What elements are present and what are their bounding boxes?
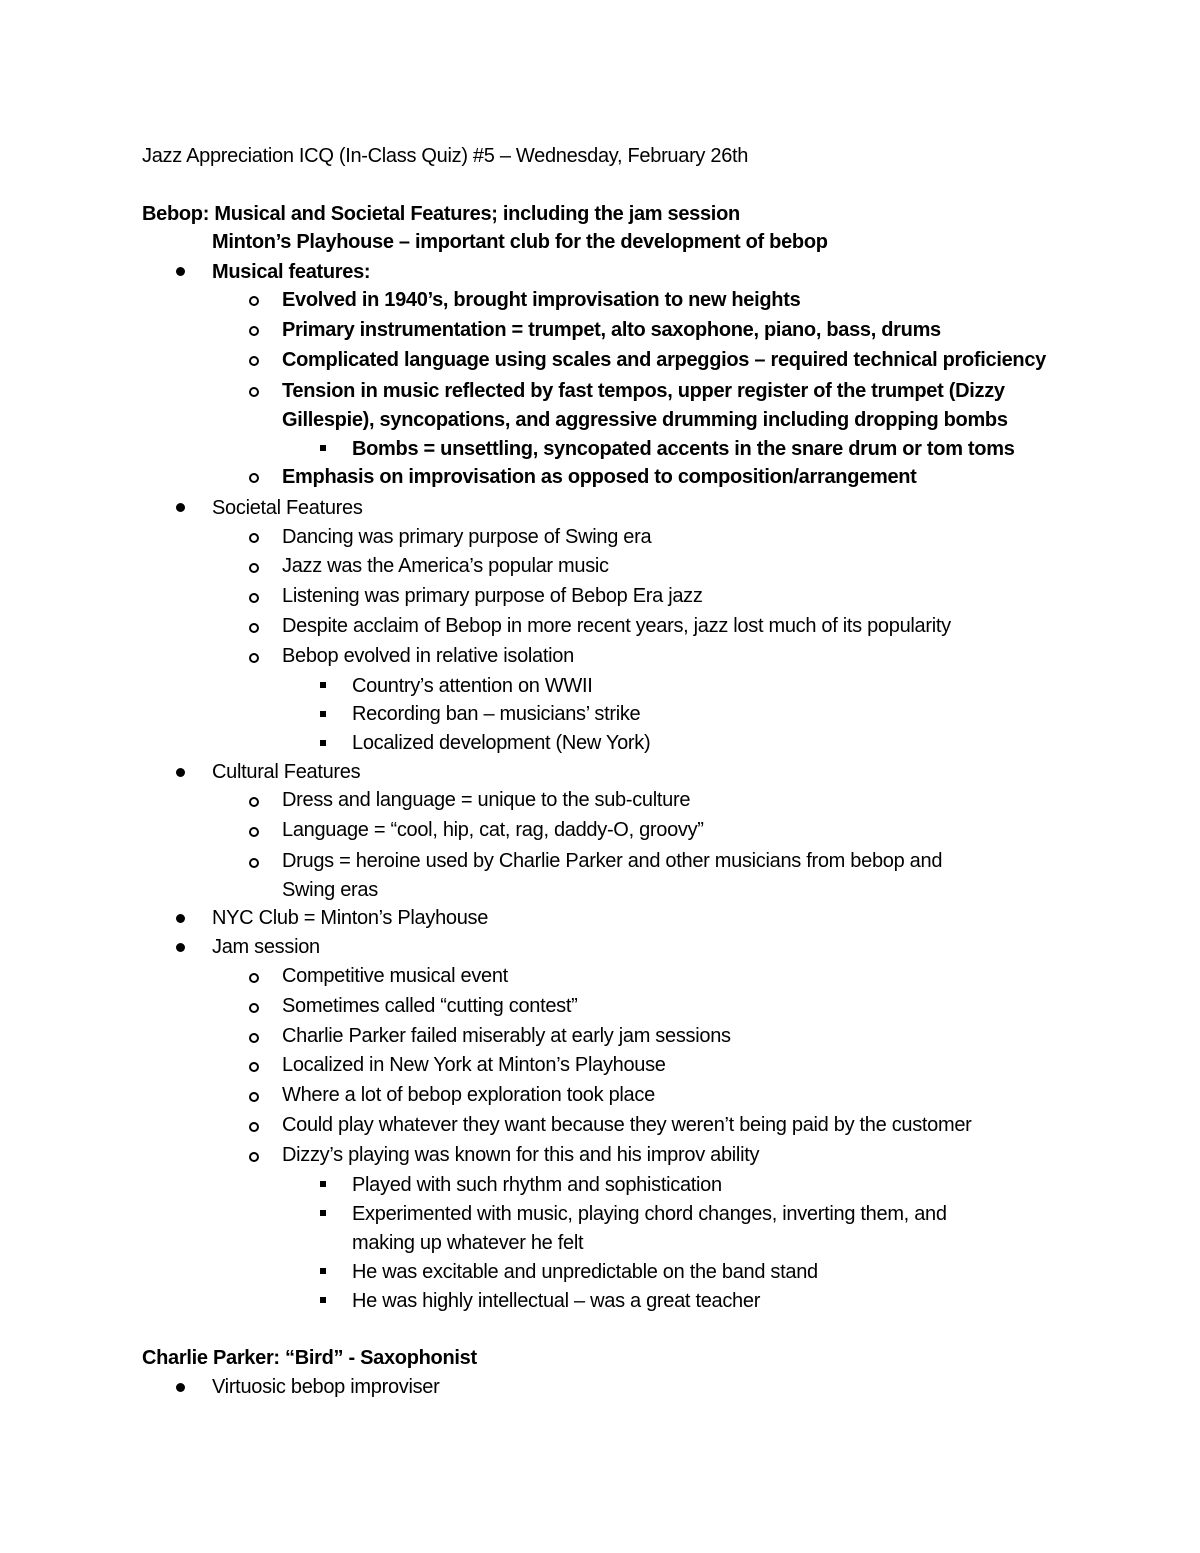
- list-item-continuation: Gillespie), syncopations, and aggressive drumming including dropping bombs: [282, 409, 1008, 431]
- section-heading-parker: Charlie Parker: “Bird” - Saxophonist: [142, 1347, 477, 1369]
- bullet-circle-icon: [249, 533, 259, 543]
- list-item: Localized in New York at Minton’s Playhouse: [282, 1054, 666, 1076]
- bullet-circle-icon: [249, 473, 259, 483]
- list-item: Drugs = heroine used by Charlie Parker and other musicians from bebop and: [282, 850, 943, 872]
- bullet-disc-icon: [176, 914, 185, 923]
- bullet-circle-icon: [249, 1062, 259, 1072]
- list-item: Tension in music reflected by fast tempos, upper register of the trumpet (Dizzy: [282, 380, 1005, 402]
- list-item: Complicated language using scales and arpeggios – required technical proficiency: [282, 349, 1046, 371]
- list-item: Country’s attention on WWII: [352, 675, 593, 697]
- bullet-circle-icon: [249, 563, 259, 573]
- list-item: He was highly intellectual – was a great teacher: [352, 1290, 761, 1312]
- bullet-disc-icon: [176, 768, 185, 777]
- list-item-societal-features: Societal Features: [212, 497, 363, 519]
- bullet-disc-icon: [176, 267, 185, 276]
- list-item: Recording ban – musicians’ strike: [352, 703, 641, 725]
- list-item: Jazz was the America’s popular music: [282, 555, 609, 577]
- list-item: Bebop evolved in relative isolation: [282, 645, 574, 667]
- bullet-square-icon: [320, 1297, 326, 1303]
- bullet-square-icon: [320, 682, 326, 688]
- section-heading-bebop: Bebop: Musical and Societal Features; including the jam session: [142, 203, 740, 225]
- bullet-disc-icon: [176, 943, 185, 952]
- bullet-circle-icon: [249, 296, 259, 306]
- bullet-disc-icon: [176, 1383, 185, 1392]
- list-item: Where a lot of bebop exploration took place: [282, 1084, 655, 1106]
- bullet-circle-icon: [249, 1033, 259, 1043]
- list-item: Despite acclaim of Bebop in more recent years, jazz lost much of its popularity: [282, 615, 951, 637]
- list-item: Emphasis on improvisation as opposed to composition/arrangement: [282, 466, 917, 488]
- bullet-circle-icon: [249, 653, 259, 663]
- list-item-continuation: making up whatever he felt: [352, 1232, 584, 1254]
- bullet-circle-icon: [249, 356, 259, 366]
- bullet-square-icon: [320, 1268, 326, 1274]
- list-item: Localized development (New York): [352, 732, 651, 754]
- bullet-circle-icon: [249, 593, 259, 603]
- document-title: Jazz Appreciation ICQ (In-Class Quiz) #5 – Wednesday, February 26th: [142, 145, 749, 167]
- bullet-square-icon: [320, 1181, 326, 1187]
- bullet-circle-icon: [249, 973, 259, 983]
- bullet-circle-icon: [249, 623, 259, 633]
- list-item: Language = “cool, hip, cat, rag, daddy-O, groovy”: [282, 819, 704, 841]
- list-item: Sometimes called “cutting contest”: [282, 995, 578, 1017]
- bullet-square-icon: [320, 740, 326, 746]
- bullet-square-icon: [320, 445, 326, 451]
- bullet-circle-icon: [249, 858, 259, 868]
- bullet-circle-icon: [249, 1003, 259, 1013]
- list-item-continuation: Swing eras: [282, 879, 378, 901]
- bullet-circle-icon: [249, 326, 259, 336]
- list-item: Dress and language = unique to the sub-culture: [282, 789, 691, 811]
- list-item-musical-features: Musical features:: [212, 261, 371, 283]
- list-item: Bombs = unsettling, syncopated accents in the snare drum or tom toms: [352, 438, 1015, 460]
- bullet-circle-icon: [249, 797, 259, 807]
- list-item-cultural-features: Cultural Features: [212, 761, 361, 783]
- list-item: He was excitable and unpredictable on the band stand: [352, 1261, 818, 1283]
- list-item: Could play whatever they want because they weren’t being paid by the customer: [282, 1114, 972, 1136]
- list-item: Dizzy’s playing was known for this and his improv ability: [282, 1144, 760, 1166]
- list-item-nyc-club: NYC Club = Minton’s Playhouse: [212, 907, 489, 929]
- bullet-square-icon: [320, 1210, 326, 1216]
- list-item: Primary instrumentation = trumpet, alto saxophone, piano, bass, drums: [282, 319, 941, 341]
- bullet-circle-icon: [249, 1152, 259, 1162]
- bullet-disc-icon: [176, 503, 185, 512]
- subheading-mintons: Minton’s Playhouse – important club for the development of bebop: [212, 231, 828, 253]
- list-item: Played with such rhythm and sophistication: [352, 1174, 722, 1196]
- bullet-circle-icon: [249, 827, 259, 837]
- list-item: Evolved in 1940’s, brought improvisation to new heights: [282, 289, 801, 311]
- list-item: Competitive musical event: [282, 965, 508, 987]
- list-item: Dancing was primary purpose of Swing era: [282, 526, 652, 548]
- list-item-jam-session: Jam session: [212, 936, 320, 958]
- bullet-circle-icon: [249, 1092, 259, 1102]
- bullet-circle-icon: [249, 387, 259, 397]
- list-item: Charlie Parker failed miserably at early jam sessions: [282, 1025, 731, 1047]
- bullet-square-icon: [320, 711, 326, 717]
- list-item: Experimented with music, playing chord changes, inverting them, and: [352, 1203, 947, 1225]
- list-item: Listening was primary purpose of Bebop Era jazz: [282, 585, 703, 607]
- list-item: Virtuosic bebop improviser: [212, 1376, 440, 1398]
- bullet-circle-icon: [249, 1122, 259, 1132]
